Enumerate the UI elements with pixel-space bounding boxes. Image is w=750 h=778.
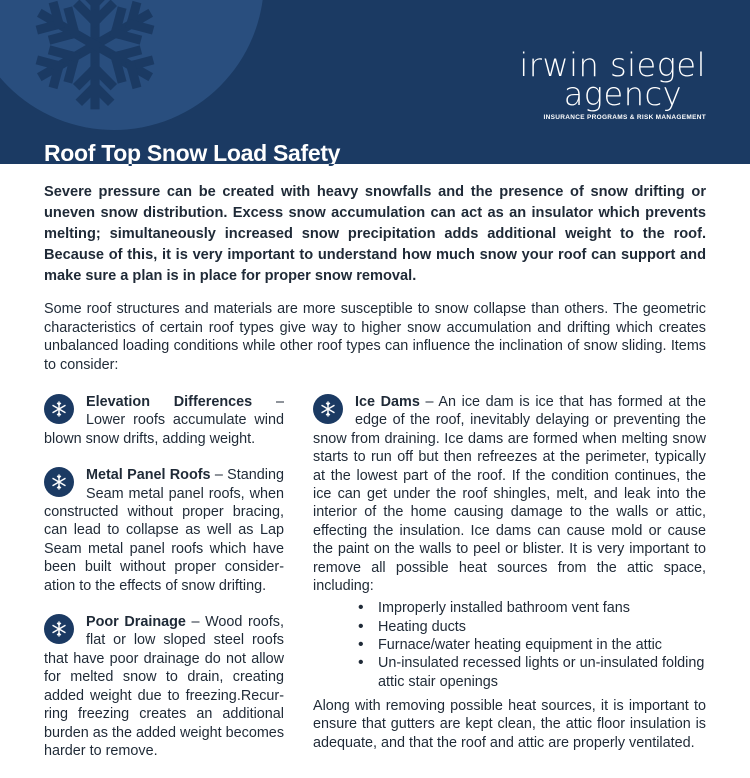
item-text: – Lower roofs accumulate wind blown snow drifts, adding weight. — [44, 394, 284, 447]
list-item-poor-drainage — [44, 613, 284, 760]
list-item: • Improperly installed bathroom vent fans — [378, 599, 706, 617]
list-item-elevation — [44, 393, 284, 448]
snowflake-icon — [30, 0, 160, 110]
item-heading: Ice Dams — [355, 394, 420, 410]
list-item-metal-panel — [44, 466, 284, 595]
item-heading: Poor Drainage — [86, 614, 186, 631]
item-text: – Standing Seam metal panel roofs, when constructed without proper bracing, can lead to collapse as well as Lap Seam metal panel roofs which have been built without proper consider-ation to the effects of snow drifting. — [44, 467, 284, 594]
list-item: • Heating ducts — [378, 618, 706, 636]
list-item: • Furnace/water heating equipment in the attic — [378, 636, 706, 654]
brand-name-line1: irwin siegel — [519, 46, 706, 84]
snowflake-icon — [313, 394, 343, 424]
list-item-ice-dams — [313, 393, 706, 595]
item-text: – Wood roofs, flat or low sloped steel roofs that have poor drainage do not allow for melted snow to drain, creating added weight due to freezing.Recur-ring freezing creates an additional burden as the added weight becomes harder to remove. — [44, 614, 285, 759]
item-text: – An ice dam is ice that has formed at the edge of the roof, inevitably delaying or preventing the snow from draining. Ice dams are formed when melting snow starts to run off but then refreezes at the perimeter, typically at the lowest part of the roof. If the condition continues, the ice can get under the roof shingles, melt, and leak into the interior of the home causing damage to the walls or attic, effecting the insulation. Ice dams can cause mold or cause the paint on the walls to peel or blister. It is very important to remove all possible heat sources from the attic space, including: — [313, 394, 706, 595]
brand-logo — [519, 46, 706, 121]
heat-source-list — [313, 599, 706, 690]
closing-paragraph: Along with removing possible heat sources, it is important to ensure that gutters are kept clean, the attic floor insulation is adequate, and that the roof and attic are properly ventilated. — [313, 697, 706, 751]
snowflake-icon — [44, 394, 74, 424]
page-title: Roof Top Snow Load Safety — [44, 140, 341, 166]
snowflake-icon — [44, 467, 74, 497]
snowflake-icon — [44, 614, 74, 644]
brand-tagline: INSURANCE PROGRAMS & RISK MANAGEMENT — [543, 114, 706, 121]
item-heading: Metal Panel Roofs — [86, 467, 211, 484]
list-item: • Un-insulated recessed lights or un-insulated folding attic stair openings — [378, 654, 706, 691]
intro-paragraph: Severe pressure can be created with heavy snowfalls and the presence of snow drifting or uneven snow distribution. Excess snow accumulation can act as an insulator which prevents melting; simultaneously increased snow precipitation adds additional weight to the roof. Because of this, it is very important to understand how much snow your roof can support and make sure a plan is in place for proper snow removal. — [44, 184, 706, 284]
left-column — [44, 393, 284, 778]
right-column — [313, 393, 706, 752]
brand-name-line2: agency — [563, 75, 682, 113]
body-paragraph: Some roof structures and materials are more susceptible to snow collapse than others. The geometric characteristics of certain roof types give way to higher snow accumulation and drifting which creates unbalanced loading conditions while other roof types can influence the inclination of snow sliding. Items to consider: — [44, 301, 706, 373]
item-heading: Elevation Differences — [86, 394, 253, 410]
